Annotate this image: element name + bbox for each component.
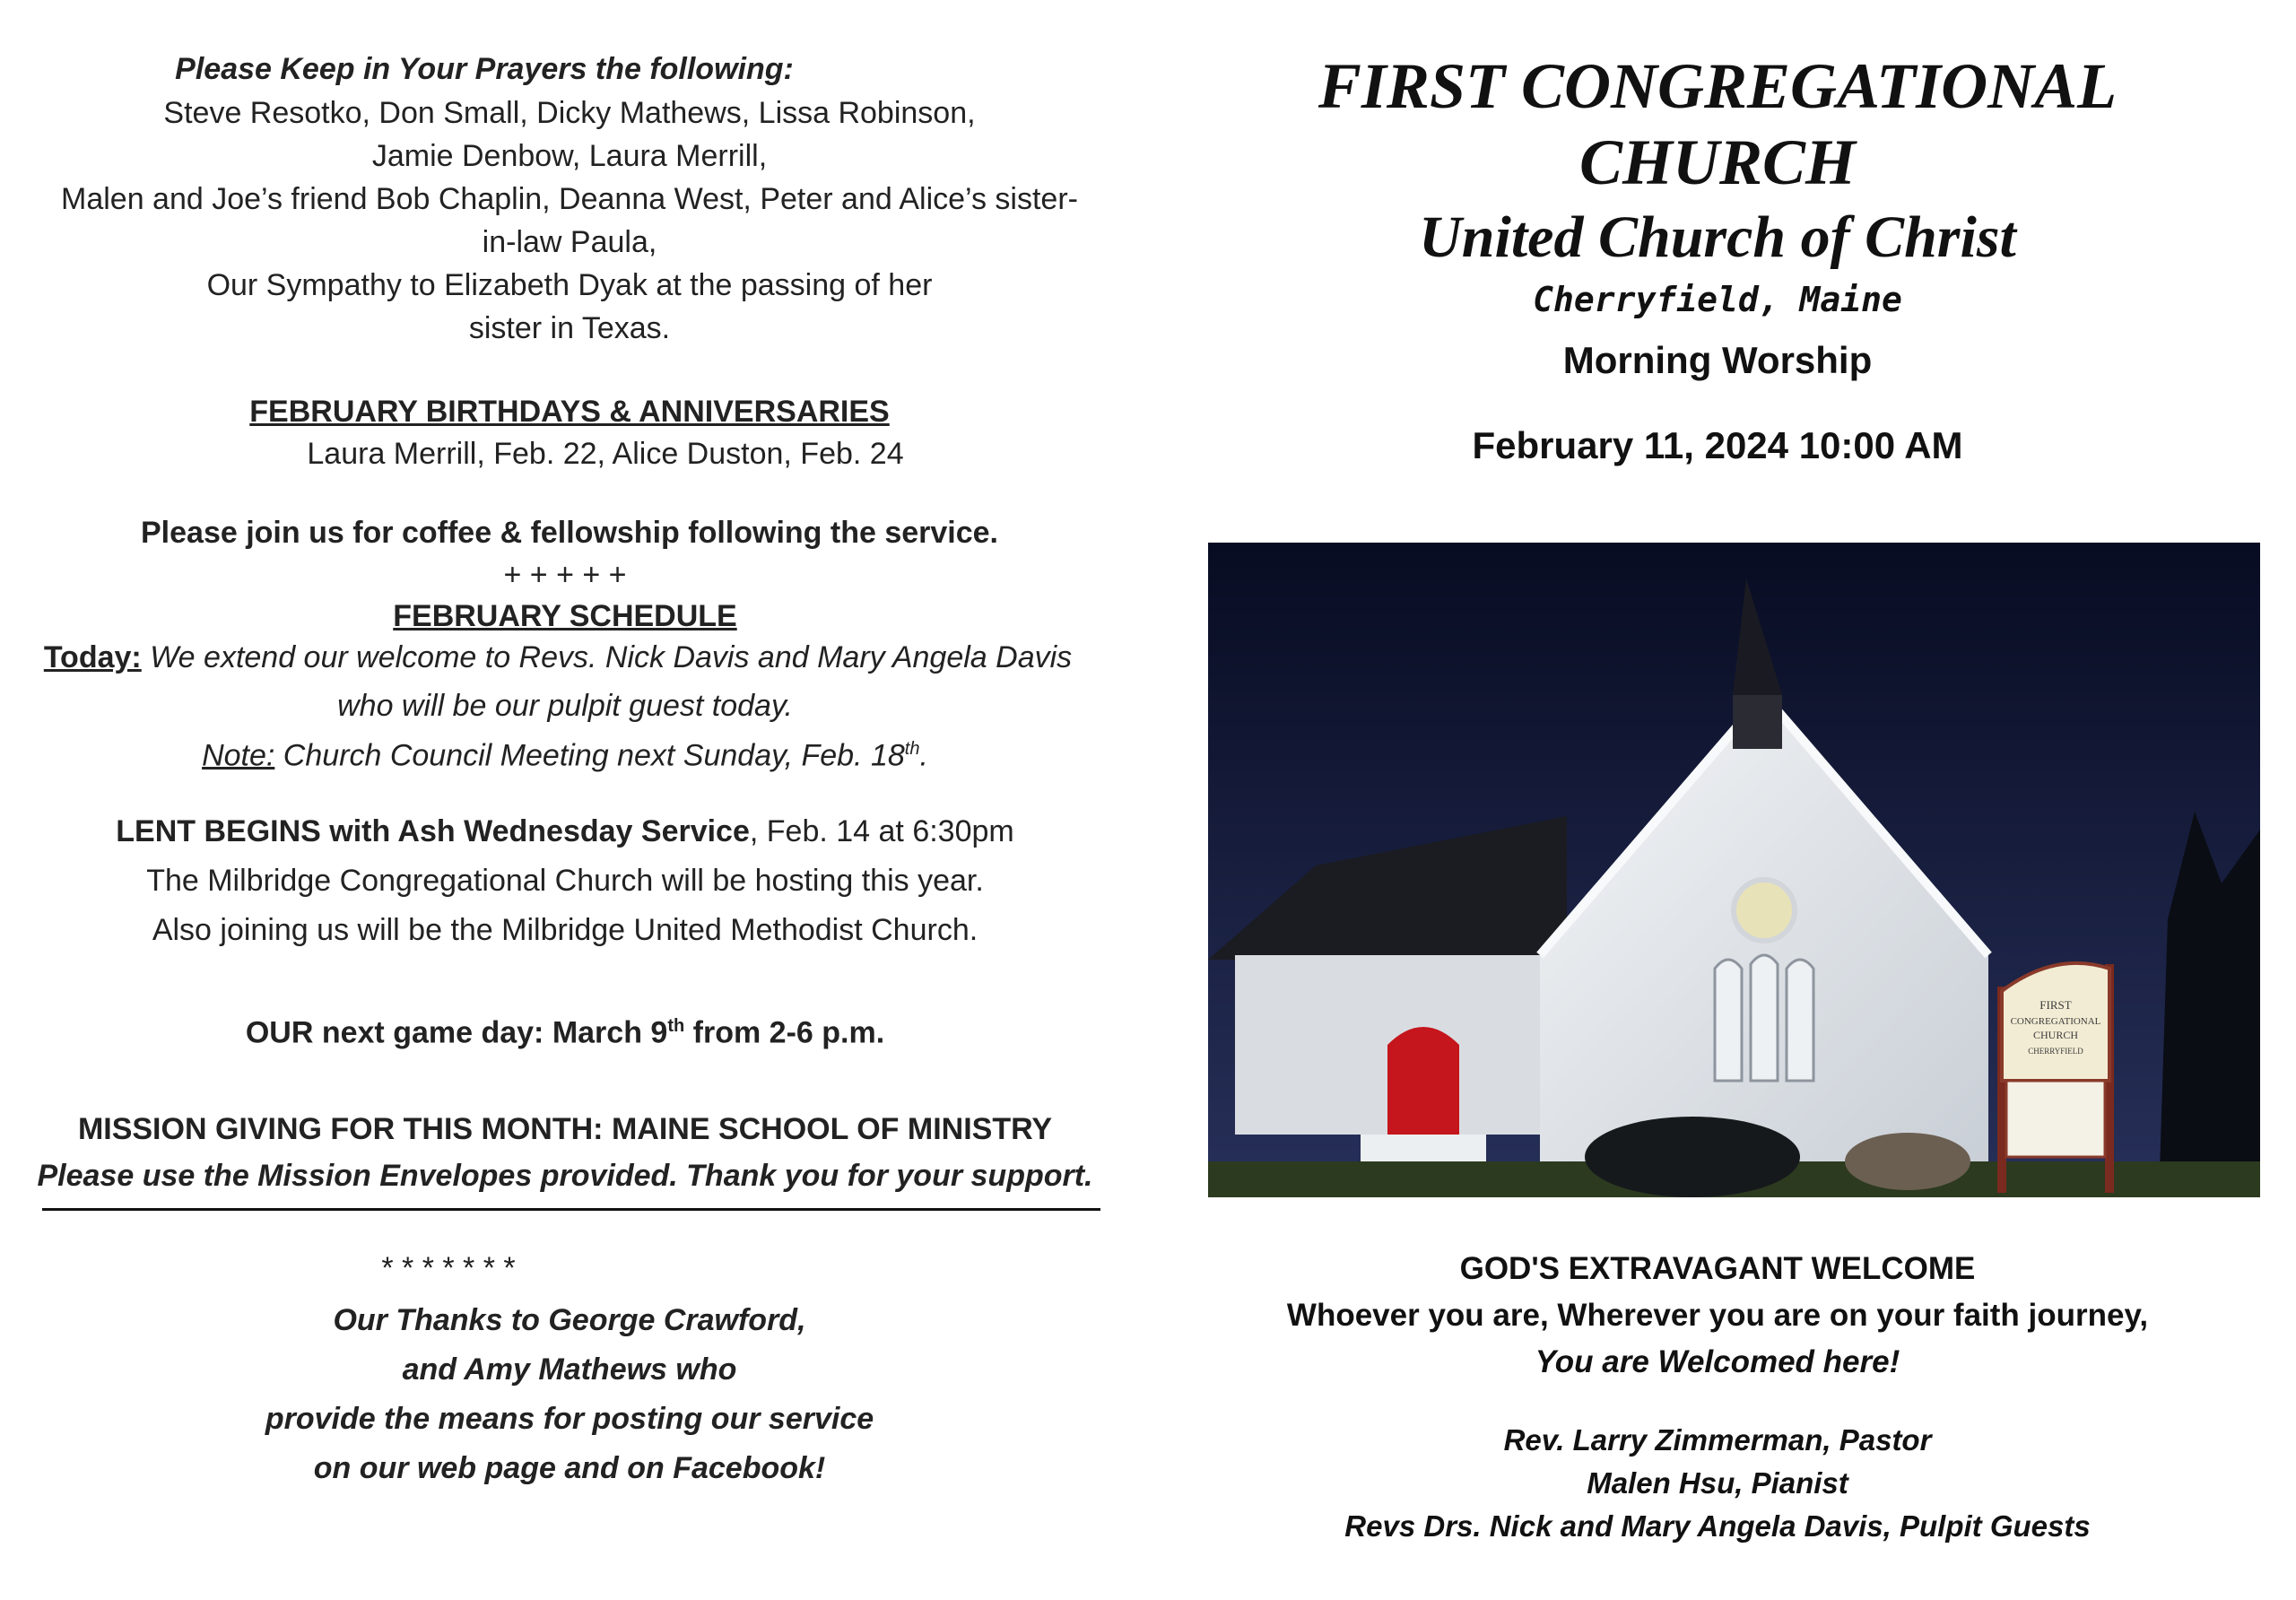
- staff-line: Rev. Larry Zimmerman, Pastor: [1503, 1423, 1932, 1457]
- thanks-line: and Amy Mathews who: [402, 1352, 737, 1387]
- today-label: Today:: [43, 640, 142, 674]
- church-location: Cherryfield, Maine: [1533, 280, 1902, 319]
- mission-text: Please use the Mission Envelopes provided. Thank you for your support.: [37, 1159, 1093, 1193]
- coffee-note: Please join us for coffee & fellowship following the service.: [141, 516, 998, 550]
- lent-line-2: The Milbridge Congregational Church will be hosting this year.: [146, 864, 984, 898]
- sign-text: CHURCH: [2032, 1029, 2079, 1041]
- note-end: .: [919, 738, 928, 773]
- church-subtitle: United Church of Christ: [1419, 204, 2016, 270]
- arched-window: [1787, 960, 1813, 1081]
- thanks-line: Our Thanks to George Crawford,: [333, 1303, 806, 1337]
- shrub: [1585, 1117, 1800, 1197]
- section-divider: [42, 1208, 1100, 1211]
- prayers-line: Malen and Joe’s friend Bob Chaplin, Deanna West, Peter and Alice’s sister-: [61, 182, 1078, 216]
- lent-bold: LENT BEGINS with Ash Wednesday Service: [116, 814, 750, 848]
- arched-window: [1715, 960, 1742, 1081]
- welcome-heading: GOD'S EXTRAVAGANT WELCOME: [1459, 1251, 1976, 1286]
- welcome-line: Whoever you are, Wherever you are on your faith journey,: [1286, 1298, 2149, 1333]
- staff-line: Malen Hsu, Pianist: [1587, 1466, 1848, 1500]
- game-sup: th: [667, 1016, 685, 1036]
- shrub: [1845, 1133, 1970, 1190]
- service-date: February 11, 2024 10:00 AM: [1472, 424, 1963, 466]
- note-label: Note:: [202, 738, 275, 773]
- schedule-heading: FEBRUARY SCHEDULE: [393, 599, 737, 633]
- game-day: [0, 1004, 1135, 1054]
- steeple-base: [1733, 695, 1782, 749]
- birthdays-text: Laura Merrill, Feb. 22, Alice Duston, Feb. 24: [307, 437, 904, 471]
- prayers-line: Our Sympathy to Elizabeth Dyak at the passing of her: [206, 268, 933, 302]
- today-text-2: who will be our pulpit guest today.: [337, 689, 793, 723]
- game-post: from 2-6 p.m.: [684, 1015, 885, 1050]
- separator: + + + + +: [503, 558, 627, 592]
- lent-rest: , Feb. 14 at 6:30pm: [749, 814, 1014, 848]
- lent-line-3: Also joining us will be the Milbridge United Methodist Church.: [152, 913, 978, 947]
- sign-text: FIRST: [2039, 998, 2072, 1012]
- prayers-line: Jamie Denbow, Laura Merrill,: [371, 139, 768, 173]
- welcome-italic: You are Welcomed here!: [1535, 1344, 1900, 1379]
- prayers-line: in-law Paula,: [482, 225, 657, 259]
- birthdays-heading: FEBRUARY BIRTHDAYS & ANNIVERSARIES: [249, 395, 890, 429]
- today-line: [0, 636, 1127, 679]
- prayers-heading: Please Keep in Your Prayers the following:: [175, 52, 794, 86]
- arched-window: [1751, 955, 1778, 1081]
- prayers-line: Steve Resotko, Don Small, Dicky Mathews, Lissa Robinson,: [163, 96, 976, 130]
- sign-text: CHERRYFIELD: [2028, 1047, 2083, 1056]
- church-title-line2: CHURCH: [1578, 126, 1857, 198]
- red-door: [1387, 1027, 1459, 1135]
- staff-line: Revs Drs. Nick and Mary Angela Davis, Pulpit Guests: [1344, 1509, 2091, 1543]
- sign-letterboard: [2006, 1081, 2105, 1157]
- church-title-line1: FIRST CONGREGATIONAL: [1318, 50, 2118, 122]
- service-name: Morning Worship: [1562, 339, 1873, 381]
- lent-line: [0, 810, 1135, 853]
- church-illustration: [1208, 543, 2260, 1197]
- stars-separator: * * * * * * *: [381, 1251, 516, 1285]
- today-text: We extend our welcome to Revs. Nick Davis and Mary Angela Davis: [141, 640, 1073, 674]
- thanks-line: on our web page and on Facebook!: [313, 1451, 826, 1485]
- mission-heading: MISSION GIVING FOR THIS MONTH: MAINE SCHOOL OF MINISTRY: [77, 1112, 1053, 1146]
- game-pre: OUR next game day: March 9: [245, 1015, 668, 1050]
- sign-text: CONGREGATIONAL: [2010, 1016, 2101, 1027]
- note-text: Church Council Meeting next Sunday, Feb. 18: [274, 738, 905, 773]
- note-line: [0, 727, 1135, 777]
- prayers-line: sister in Texas.: [468, 311, 671, 345]
- rose-window: [1734, 880, 1795, 941]
- thanks-line: provide the means for posting our service: [265, 1402, 874, 1436]
- note-sup: th: [904, 739, 920, 759]
- church-photo: [1208, 543, 2260, 1197]
